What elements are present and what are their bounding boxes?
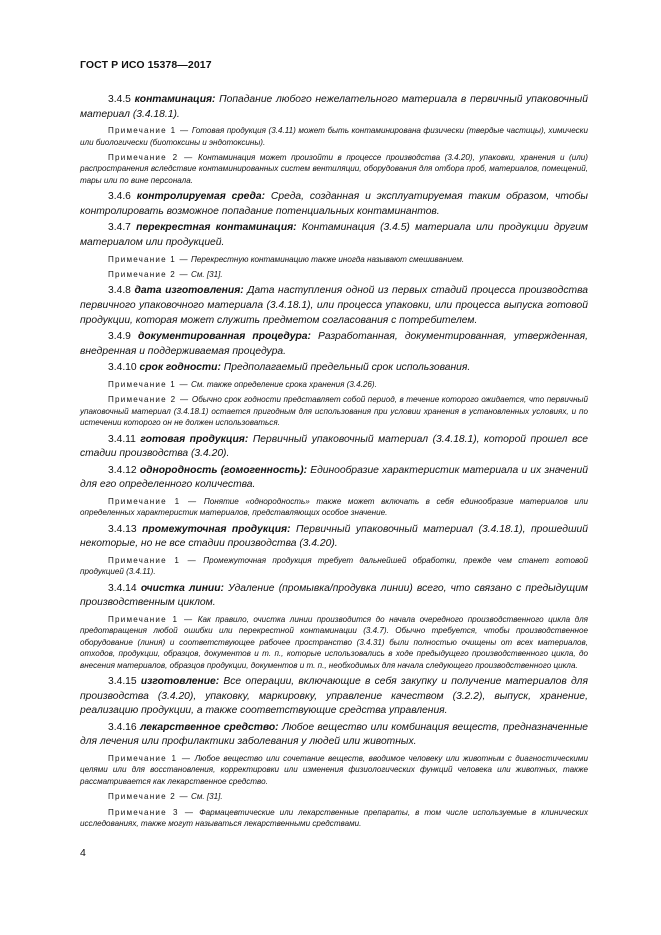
term-definition: Первичный упаковочный материал (3.4.18.1), которой прошел все стадии производства (3.4.20). xyxy=(80,433,588,460)
term-definition: Любое вещество или комбинация веществ, предназначенные для лечения или профилактики заболевания у людей или животных. xyxy=(80,721,588,748)
note-entry xyxy=(80,269,588,280)
term-name: контаминация: xyxy=(134,94,216,105)
term-name: лекарственное средство: xyxy=(140,721,279,733)
note-label: Примечание 3 — xyxy=(108,807,195,817)
note-label: Примечание 1 — xyxy=(108,614,194,624)
page-number: 4 xyxy=(80,847,86,859)
term-number: 3.4.12 xyxy=(108,464,137,476)
term-number: 3.4.10 xyxy=(108,362,137,374)
note-text: Готовая продукция (3.4.11) может быть контаминирована физически (твердые частицы), химически или биологически (биотоксины и эндотоксины). xyxy=(80,126,588,147)
term-entry xyxy=(80,284,588,328)
note-text: Любое вещество или сочетание веществ, вводимое человеку или животным с диагностическими целями или для восстановления, корректировки или изменения физиологических функций человека или животных, также рассматривается как лекарственное средство. xyxy=(80,753,588,786)
term-number: 3.4.13 xyxy=(108,523,137,535)
term-name: контролируемая среда: xyxy=(136,191,266,203)
term-entry xyxy=(80,523,588,552)
note-label: Примечание 1 — xyxy=(108,753,192,763)
note-entry xyxy=(80,753,588,787)
note-label: Примечание 1 — xyxy=(108,254,189,264)
term-number: 3.4.16 xyxy=(108,721,137,733)
note-entry xyxy=(80,614,588,671)
term-name: срок годности: xyxy=(139,362,221,374)
note-text: Промежуточная продукция требует дальнейшей обработки, прежде чем станет готовой продукцией (3.4.11). xyxy=(80,555,589,577)
note-label: Примечание 2 — xyxy=(108,270,189,279)
note-text: Как правило, очистка линии производится до начала очередного производственного цикла для предотвращения любой ошибки или перекрестной контаминации (3.4.7). Обычно требуется, чтобы производственное оборудование (линия) и соответствующее рабочее пространство (3.4.31) были полностью очищены от всех материалов, отходов, продукции, образцов, документов и т. п., которые использовались в ходе предыдущего производственного цикла, до внесения материалов, образцов продукции, документов и т. п., необходимых для начала следующего производственного цикла. xyxy=(80,614,589,670)
note-label: Примечание 1 — xyxy=(108,555,197,565)
note-text: Перекрестную контаминацию также иногда называют смешиванием. xyxy=(191,254,465,264)
term-name: изготовление: xyxy=(140,676,220,687)
note-label: Примечание 2 — xyxy=(108,395,190,405)
term-definition: Среда, созданная и эксплуатируемая таким образом, чтобы контролировать возможное попадание потенциальных контаминантов. xyxy=(80,191,588,217)
term-definition: Попадание любого нежелательного материала в первичный упаковочный материал (3.4.18.1). xyxy=(80,94,588,120)
term-name: перекрестная контаминация: xyxy=(136,222,297,234)
note-label: Примечание 2 — xyxy=(108,153,194,162)
note-text: Понятие «однородность» также может включать в себя единообразие материалов или определенных характеристик материалов, представляющих особое значение. xyxy=(80,496,588,518)
term-name: однородность (гомогенность): xyxy=(139,464,308,476)
note-text: См. [31]. xyxy=(191,270,223,279)
term-definition: Контаминация (3.4.5) материала или продукции другим материалом или продукцией. xyxy=(80,222,588,248)
note-text: См. также определение срока хранения (3.4.26). xyxy=(191,379,377,389)
term-definition: Первичный упаковочный материал (3.4.18.1), прошедший некоторые, но не все стадии производства (3.4.20). xyxy=(80,523,588,550)
term-number: 3.4.9 xyxy=(108,331,131,343)
note-entry xyxy=(80,152,588,186)
term-name: документированная процедура: xyxy=(137,331,311,343)
page-header: ГОСТ Р ИСО 15378—2017 xyxy=(80,59,212,71)
term-name: дата изготовления: xyxy=(134,285,244,297)
note-text: Фармацевтические или лекарственные препараты, в том числе используемые в клинических исследованиях, также могут называться лекарственными средствами. xyxy=(80,807,588,828)
term-name: очистка линии: xyxy=(140,582,224,594)
note-entry xyxy=(80,807,588,830)
note-entry xyxy=(80,254,588,265)
note-entry xyxy=(80,394,588,428)
term-definition: Удаление (промывка/продувка линии) всего, что связано с предыдущим производственным циклом. xyxy=(80,582,588,609)
term-definition: Дата наступления одной из первых стадий процесса производства первичного упаковочного материала (3.4.18.1), или процесса упаковки, или процесса выпуска готовой продукции, которая может служить предметом согласования с потребителем. xyxy=(80,285,588,326)
term-name: готовая продукция: xyxy=(140,433,249,445)
term-number: 3.4.6 xyxy=(108,191,131,203)
term-entry xyxy=(80,190,588,219)
term-entry xyxy=(80,330,588,359)
term-number: 3.4.8 xyxy=(108,285,131,297)
note-text: Обычно срок годности представляет собой период, в течение которого ожидается, что первичный упаковочный материал (3.4.18.1) остается пригодным для использования при условии хранения в установленных условиях, и по истечении которого он не должен использоваться. xyxy=(80,395,588,428)
note-entry xyxy=(80,496,588,519)
note-label: Примечание 1 — xyxy=(108,496,198,506)
term-number: 3.4.5 xyxy=(108,94,131,105)
term-name: промежуточная продукция: xyxy=(142,523,291,535)
term-number: 3.4.15 xyxy=(108,676,137,687)
document-body xyxy=(80,93,588,833)
term-number: 3.4.7 xyxy=(108,222,131,234)
term-number: 3.4.14 xyxy=(108,582,137,594)
term-definition: Все операции, включающие в себя закупку и получение материалов для производства (3.4.20), упаковку, маркировку, управление качеством (3.2.2), выпуск, хранение, реализацию продукции, а также соответствующие средства управления. xyxy=(80,676,588,717)
term-entry xyxy=(80,582,588,611)
term-definition: Единообразие характеристик материала и их значений для его определенного количества. xyxy=(80,464,589,491)
term-entry xyxy=(80,361,588,376)
term-number: 3.4.11 xyxy=(108,433,136,445)
term-entry xyxy=(80,93,588,122)
note-entry xyxy=(80,555,588,578)
term-definition: Разработанная, документированная, утвержденная, внедренная и поддерживаемая процедура. xyxy=(80,331,588,357)
term-entry xyxy=(80,221,588,250)
note-entry xyxy=(80,125,588,148)
note-entry xyxy=(80,791,588,802)
term-entry xyxy=(80,464,588,493)
term-entry xyxy=(80,433,588,462)
note-text: См. [31]. xyxy=(191,792,223,802)
term-entry xyxy=(80,675,588,719)
note-label: Примечание 1 — xyxy=(108,126,190,136)
note-entry xyxy=(80,379,588,390)
term-entry xyxy=(80,721,588,750)
term-definition: Предполагаемый предельный срок использования. xyxy=(223,362,471,374)
note-label: Примечание 1 — xyxy=(108,379,189,389)
note-text: Контаминация может произойти в процессе производства (3.4.20), упаковки, хранения и (или) распространения вследствие контаминированных систем вентиляции, оборудования для отбора проб, материалов, помещений, тары или по вине персонала. xyxy=(80,153,588,185)
note-label: Примечание 2 — xyxy=(108,792,189,802)
